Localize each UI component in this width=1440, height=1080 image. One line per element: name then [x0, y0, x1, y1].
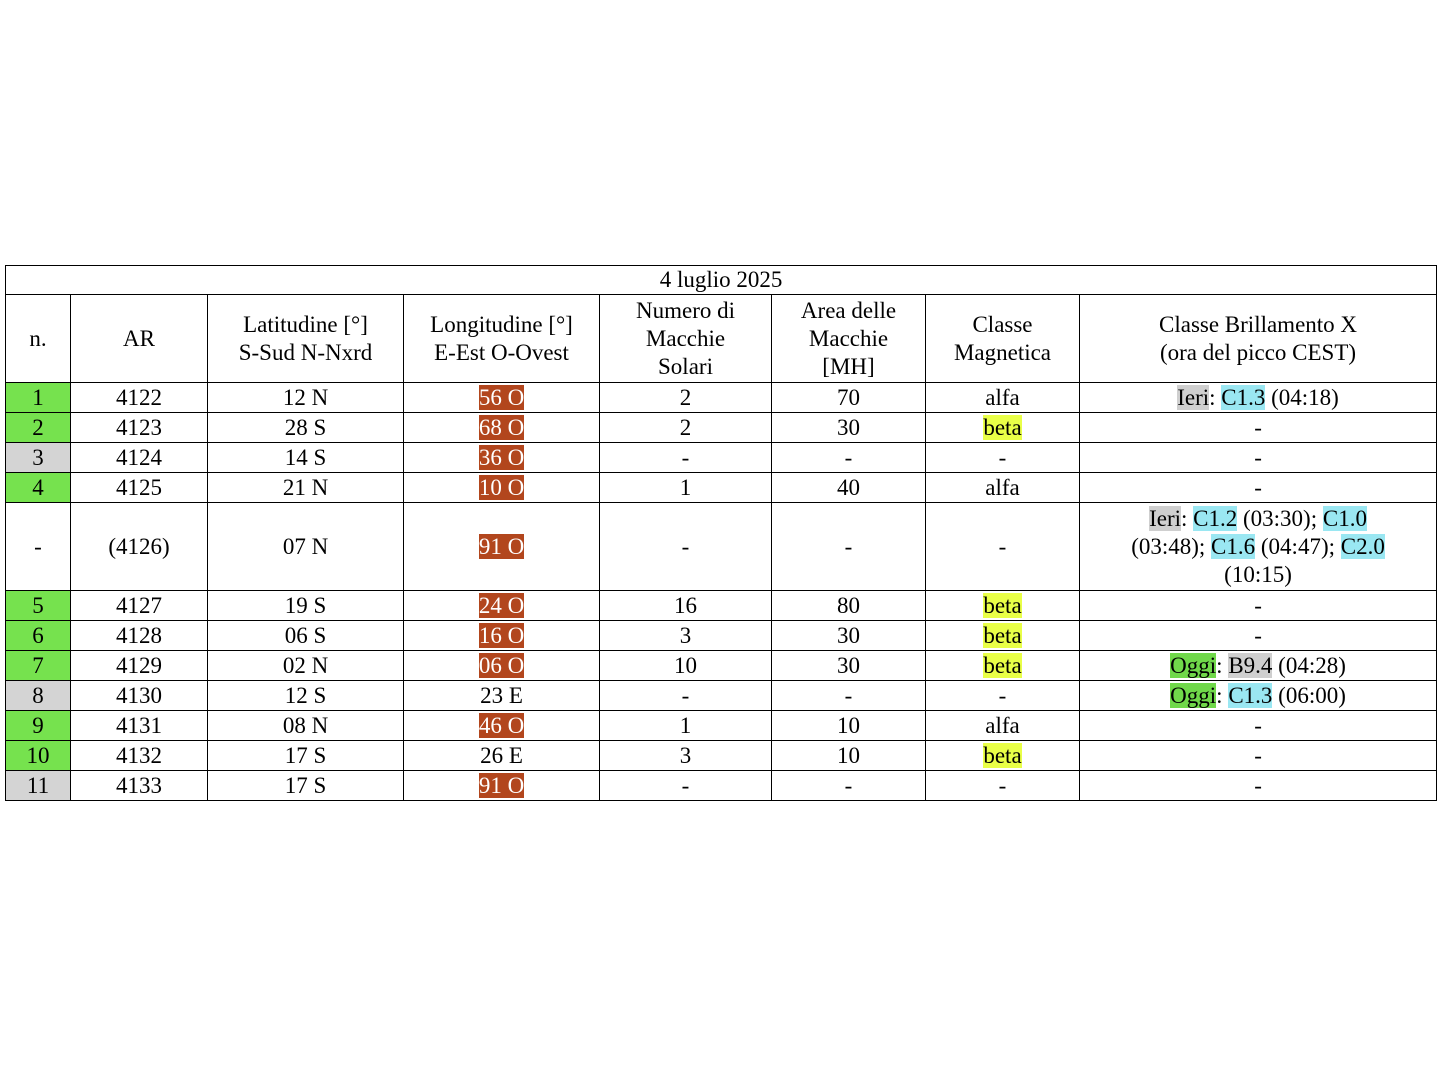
latitude-cell: 12 N: [208, 383, 404, 413]
area-cell: -: [772, 771, 926, 801]
longitude-cell: 56 O: [404, 383, 600, 413]
magnetic-class-cell: beta: [926, 651, 1080, 681]
longitude-cell: 36 O: [404, 443, 600, 473]
row-number: 6: [6, 621, 71, 651]
header-area: Area delle Macchie [MH]: [772, 295, 926, 383]
header-sunspots: Numero di Macchie Solari: [600, 295, 772, 383]
ar-cell: 4133: [71, 771, 208, 801]
flare-cell: Ieri: C1.3 (04:18): [1080, 383, 1437, 413]
header-latitude: Latitudine [°] S-Sud N-Nxrd: [208, 295, 404, 383]
area-cell: 30: [772, 621, 926, 651]
row-number: 3: [6, 443, 71, 473]
magnetic-class-cell: alfa: [926, 711, 1080, 741]
table-row: [6, 383, 1437, 413]
sunspots-cell: 3: [600, 741, 772, 771]
row-number: 5: [6, 591, 71, 621]
ar-cell: (4126): [71, 503, 208, 591]
longitude-cell: 16 O: [404, 621, 600, 651]
table-row: [6, 503, 1437, 591]
table-title: 4 luglio 2025: [6, 266, 1437, 295]
sunspots-cell: -: [600, 681, 772, 711]
area-cell: -: [772, 503, 926, 591]
row-number: 2: [6, 413, 71, 443]
area-cell: 10: [772, 711, 926, 741]
table-row: [6, 681, 1437, 711]
longitude-cell: 91 O: [404, 771, 600, 801]
table-row: [6, 771, 1437, 801]
area-cell: 30: [772, 651, 926, 681]
flare-cell: -: [1080, 473, 1437, 503]
header-magnetic-class: Classe Magnetica: [926, 295, 1080, 383]
sunspots-cell: -: [600, 443, 772, 473]
area-cell: 70: [772, 383, 926, 413]
sunspots-cell: -: [600, 503, 772, 591]
longitude-cell: 10 O: [404, 473, 600, 503]
table-row: [6, 413, 1437, 443]
magnetic-class-cell: beta: [926, 621, 1080, 651]
magnetic-class-cell: alfa: [926, 383, 1080, 413]
longitude-cell: 23 E: [404, 681, 600, 711]
row-number: -: [6, 503, 71, 591]
row-number: 10: [6, 741, 71, 771]
flare-cell: -: [1080, 413, 1437, 443]
sunspots-cell: -: [600, 771, 772, 801]
row-number: 1: [6, 383, 71, 413]
latitude-cell: 17 S: [208, 771, 404, 801]
magnetic-class-cell: beta: [926, 741, 1080, 771]
header-ar: AR: [71, 295, 208, 383]
table-row: [6, 591, 1437, 621]
header-flare-class: Classe Brillamento X (ora del picco CEST): [1080, 295, 1437, 383]
sunspots-cell: 10: [600, 651, 772, 681]
area-cell: 80: [772, 591, 926, 621]
row-number: 11: [6, 771, 71, 801]
sunspots-cell: 2: [600, 413, 772, 443]
latitude-cell: 28 S: [208, 413, 404, 443]
area-cell: 10: [772, 741, 926, 771]
table-row: [6, 621, 1437, 651]
latitude-cell: 17 S: [208, 741, 404, 771]
area-cell: -: [772, 443, 926, 473]
flare-cell: -: [1080, 771, 1437, 801]
latitude-cell: 06 S: [208, 621, 404, 651]
row-number: 8: [6, 681, 71, 711]
latitude-cell: 21 N: [208, 473, 404, 503]
magnetic-class-cell: -: [926, 681, 1080, 711]
flare-cell: Oggi: B9.4 (04:28): [1080, 651, 1437, 681]
ar-cell: 4128: [71, 621, 208, 651]
row-number: 9: [6, 711, 71, 741]
table-row: [6, 473, 1437, 503]
flare-cell: -: [1080, 711, 1437, 741]
flare-cell: -: [1080, 443, 1437, 473]
row-number: 7: [6, 651, 71, 681]
latitude-cell: 14 S: [208, 443, 404, 473]
magnetic-class-cell: beta: [926, 591, 1080, 621]
area-cell: 30: [772, 413, 926, 443]
table-row: [6, 741, 1437, 771]
table-row: [6, 443, 1437, 473]
ar-cell: 4132: [71, 741, 208, 771]
flare-cell: -: [1080, 621, 1437, 651]
ar-cell: 4125: [71, 473, 208, 503]
ar-cell: 4122: [71, 383, 208, 413]
sunspots-cell: 1: [600, 473, 772, 503]
latitude-cell: 08 N: [208, 711, 404, 741]
ar-cell: 4123: [71, 413, 208, 443]
magnetic-class-cell: -: [926, 443, 1080, 473]
latitude-cell: 07 N: [208, 503, 404, 591]
magnetic-class-cell: beta: [926, 413, 1080, 443]
latitude-cell: 12 S: [208, 681, 404, 711]
magnetic-class-cell: -: [926, 771, 1080, 801]
magnetic-class-cell: alfa: [926, 473, 1080, 503]
longitude-cell: 26 E: [404, 741, 600, 771]
sunspots-cell: 16: [600, 591, 772, 621]
row-number: 4: [6, 473, 71, 503]
table-row: [6, 711, 1437, 741]
ar-cell: 4131: [71, 711, 208, 741]
sunspots-cell: 1: [600, 711, 772, 741]
header-n: n.: [6, 295, 71, 383]
ar-cell: 4124: [71, 443, 208, 473]
longitude-cell: 91 O: [404, 503, 600, 591]
solar-regions-table: [5, 265, 1437, 801]
flare-cell: -: [1080, 591, 1437, 621]
area-cell: -: [772, 681, 926, 711]
longitude-cell: 06 O: [404, 651, 600, 681]
flare-cell: -: [1080, 741, 1437, 771]
header-row: [6, 295, 1437, 383]
latitude-cell: 02 N: [208, 651, 404, 681]
flare-cell: Ieri: C1.2 (03:30); C1.0 (03:48); C1.6 (04:47); C2.0 (10:15): [1080, 503, 1437, 591]
magnetic-class-cell: -: [926, 503, 1080, 591]
longitude-cell: 46 O: [404, 711, 600, 741]
ar-cell: 4129: [71, 651, 208, 681]
flare-cell: Oggi: C1.3 (06:00): [1080, 681, 1437, 711]
ar-cell: 4127: [71, 591, 208, 621]
sunspots-cell: 2: [600, 383, 772, 413]
area-cell: 40: [772, 473, 926, 503]
longitude-cell: 68 O: [404, 413, 600, 443]
longitude-cell: 24 O: [404, 591, 600, 621]
sunspots-cell: 3: [600, 621, 772, 651]
ar-cell: 4130: [71, 681, 208, 711]
header-longitude: Longitudine [°] E-Est O-Ovest: [404, 295, 600, 383]
table-row: [6, 651, 1437, 681]
latitude-cell: 19 S: [208, 591, 404, 621]
